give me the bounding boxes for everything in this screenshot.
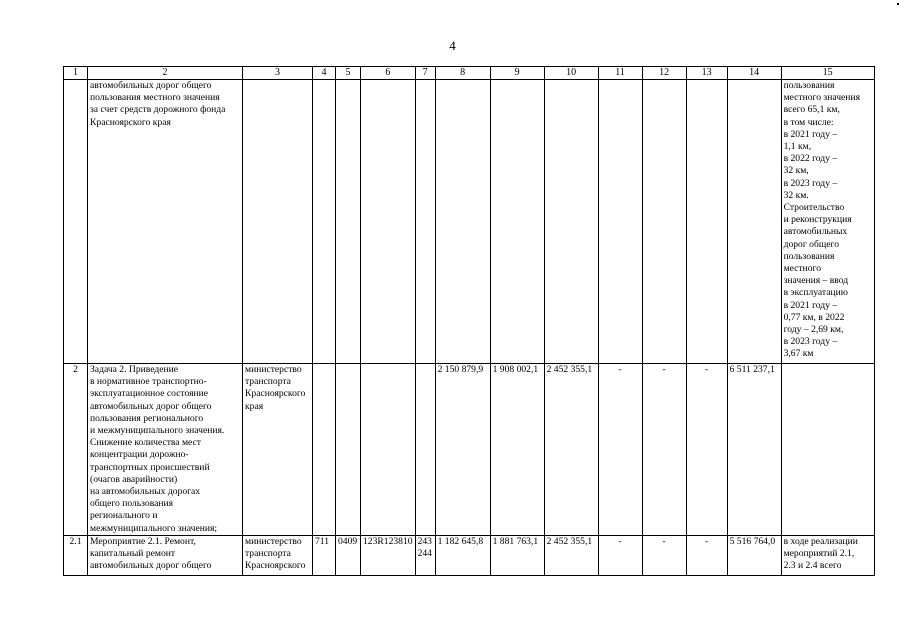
expense-type-code: 243 244 <box>415 536 435 576</box>
col-header-1: 1 <box>64 67 88 80</box>
col-header-6: 6 <box>361 67 416 80</box>
amount-2023: 2 452 355,1 <box>544 536 598 576</box>
col-header-3: 3 <box>243 67 313 80</box>
table-row <box>64 536 875 576</box>
amount-2022: 1 908 002,1 <box>490 364 544 536</box>
objective-text: автомобильных дорог общего пользования местного значения за счет средств дорожного фонда Красноярского края <box>88 80 243 364</box>
col-header-9: 9 <box>490 67 544 80</box>
amount-2024: - <box>598 364 642 536</box>
scan-dot <box>897 3 899 5</box>
responsible-text: министерство транспорта Красноярского края <box>243 364 313 536</box>
col-header-5: 5 <box>336 67 361 80</box>
col-header-15: 15 <box>781 67 874 80</box>
row-number: 2.1 <box>64 536 88 576</box>
col-header-12: 12 <box>642 67 686 80</box>
col-header-4: 4 <box>313 67 336 80</box>
col-header-14: 14 <box>727 67 781 80</box>
target-article-code: 123R123810 <box>361 536 416 576</box>
col-header-2: 2 <box>88 67 243 80</box>
amount-2025: - <box>642 364 686 536</box>
result-text: в ходе реализации мероприятий 2.1, 2.3 и 2.4 всего <box>781 536 874 576</box>
budget-table <box>63 66 875 576</box>
amount-2022: 1 881 763,1 <box>490 536 544 576</box>
page-number: 4 <box>449 38 456 53</box>
col-header-7: 7 <box>415 67 435 80</box>
col-header-10: 10 <box>544 67 598 80</box>
amount-2026: - <box>686 536 727 576</box>
grbs-code: 711 <box>313 536 336 576</box>
result-text: пользования местного значения всего 65,1 км, в том числе: в 2021 году – 1,1 км, в 2022 году – 32 км, в 2023 году – 32 км. Строительство и реконструкция автомобильных дорог общего пользования местного значения – ввод в эксплуатацию в 2021 году – 0,77 км, в 2022 году – 2,69 км, в 2023 году – 3,67 км <box>781 80 874 364</box>
amount-2026: - <box>686 364 727 536</box>
measure-text: Мероприятие 2.1. Ремонт, капитальный ремонт автомобильных дорог общего <box>88 536 243 576</box>
section-code: 0409 <box>336 536 361 576</box>
table-row <box>64 80 875 364</box>
responsible-text: министерство транспорта Красноярского <box>243 536 313 576</box>
col-header-11: 11 <box>598 67 642 80</box>
amount-2025: - <box>642 536 686 576</box>
amount-2021: 2 150 879,9 <box>435 364 490 536</box>
amount-2024: - <box>598 536 642 576</box>
task-text: Задача 2. Приведение в нормативное транспортно- эксплуатационное состояние автомобильных дорог общего пользования регионального и межмуниципального значения. Снижение количества мест концентрации дорожно- транспортных происшествий (очагов аварийности) на автомобильных дорогах общего пользования регионального и межмуниципального значения; <box>88 364 243 536</box>
row-number: 2 <box>64 364 88 536</box>
header-row <box>64 67 875 80</box>
amount-total: 6 511 237,1 <box>727 364 781 536</box>
amount-2023: 2 452 355,1 <box>544 364 598 536</box>
col-header-8: 8 <box>435 67 490 80</box>
table-row <box>64 364 875 536</box>
amount-total: 5 516 764,0 <box>727 536 781 576</box>
amount-2021: 1 182 645,8 <box>435 536 490 576</box>
col-header-13: 13 <box>686 67 727 80</box>
